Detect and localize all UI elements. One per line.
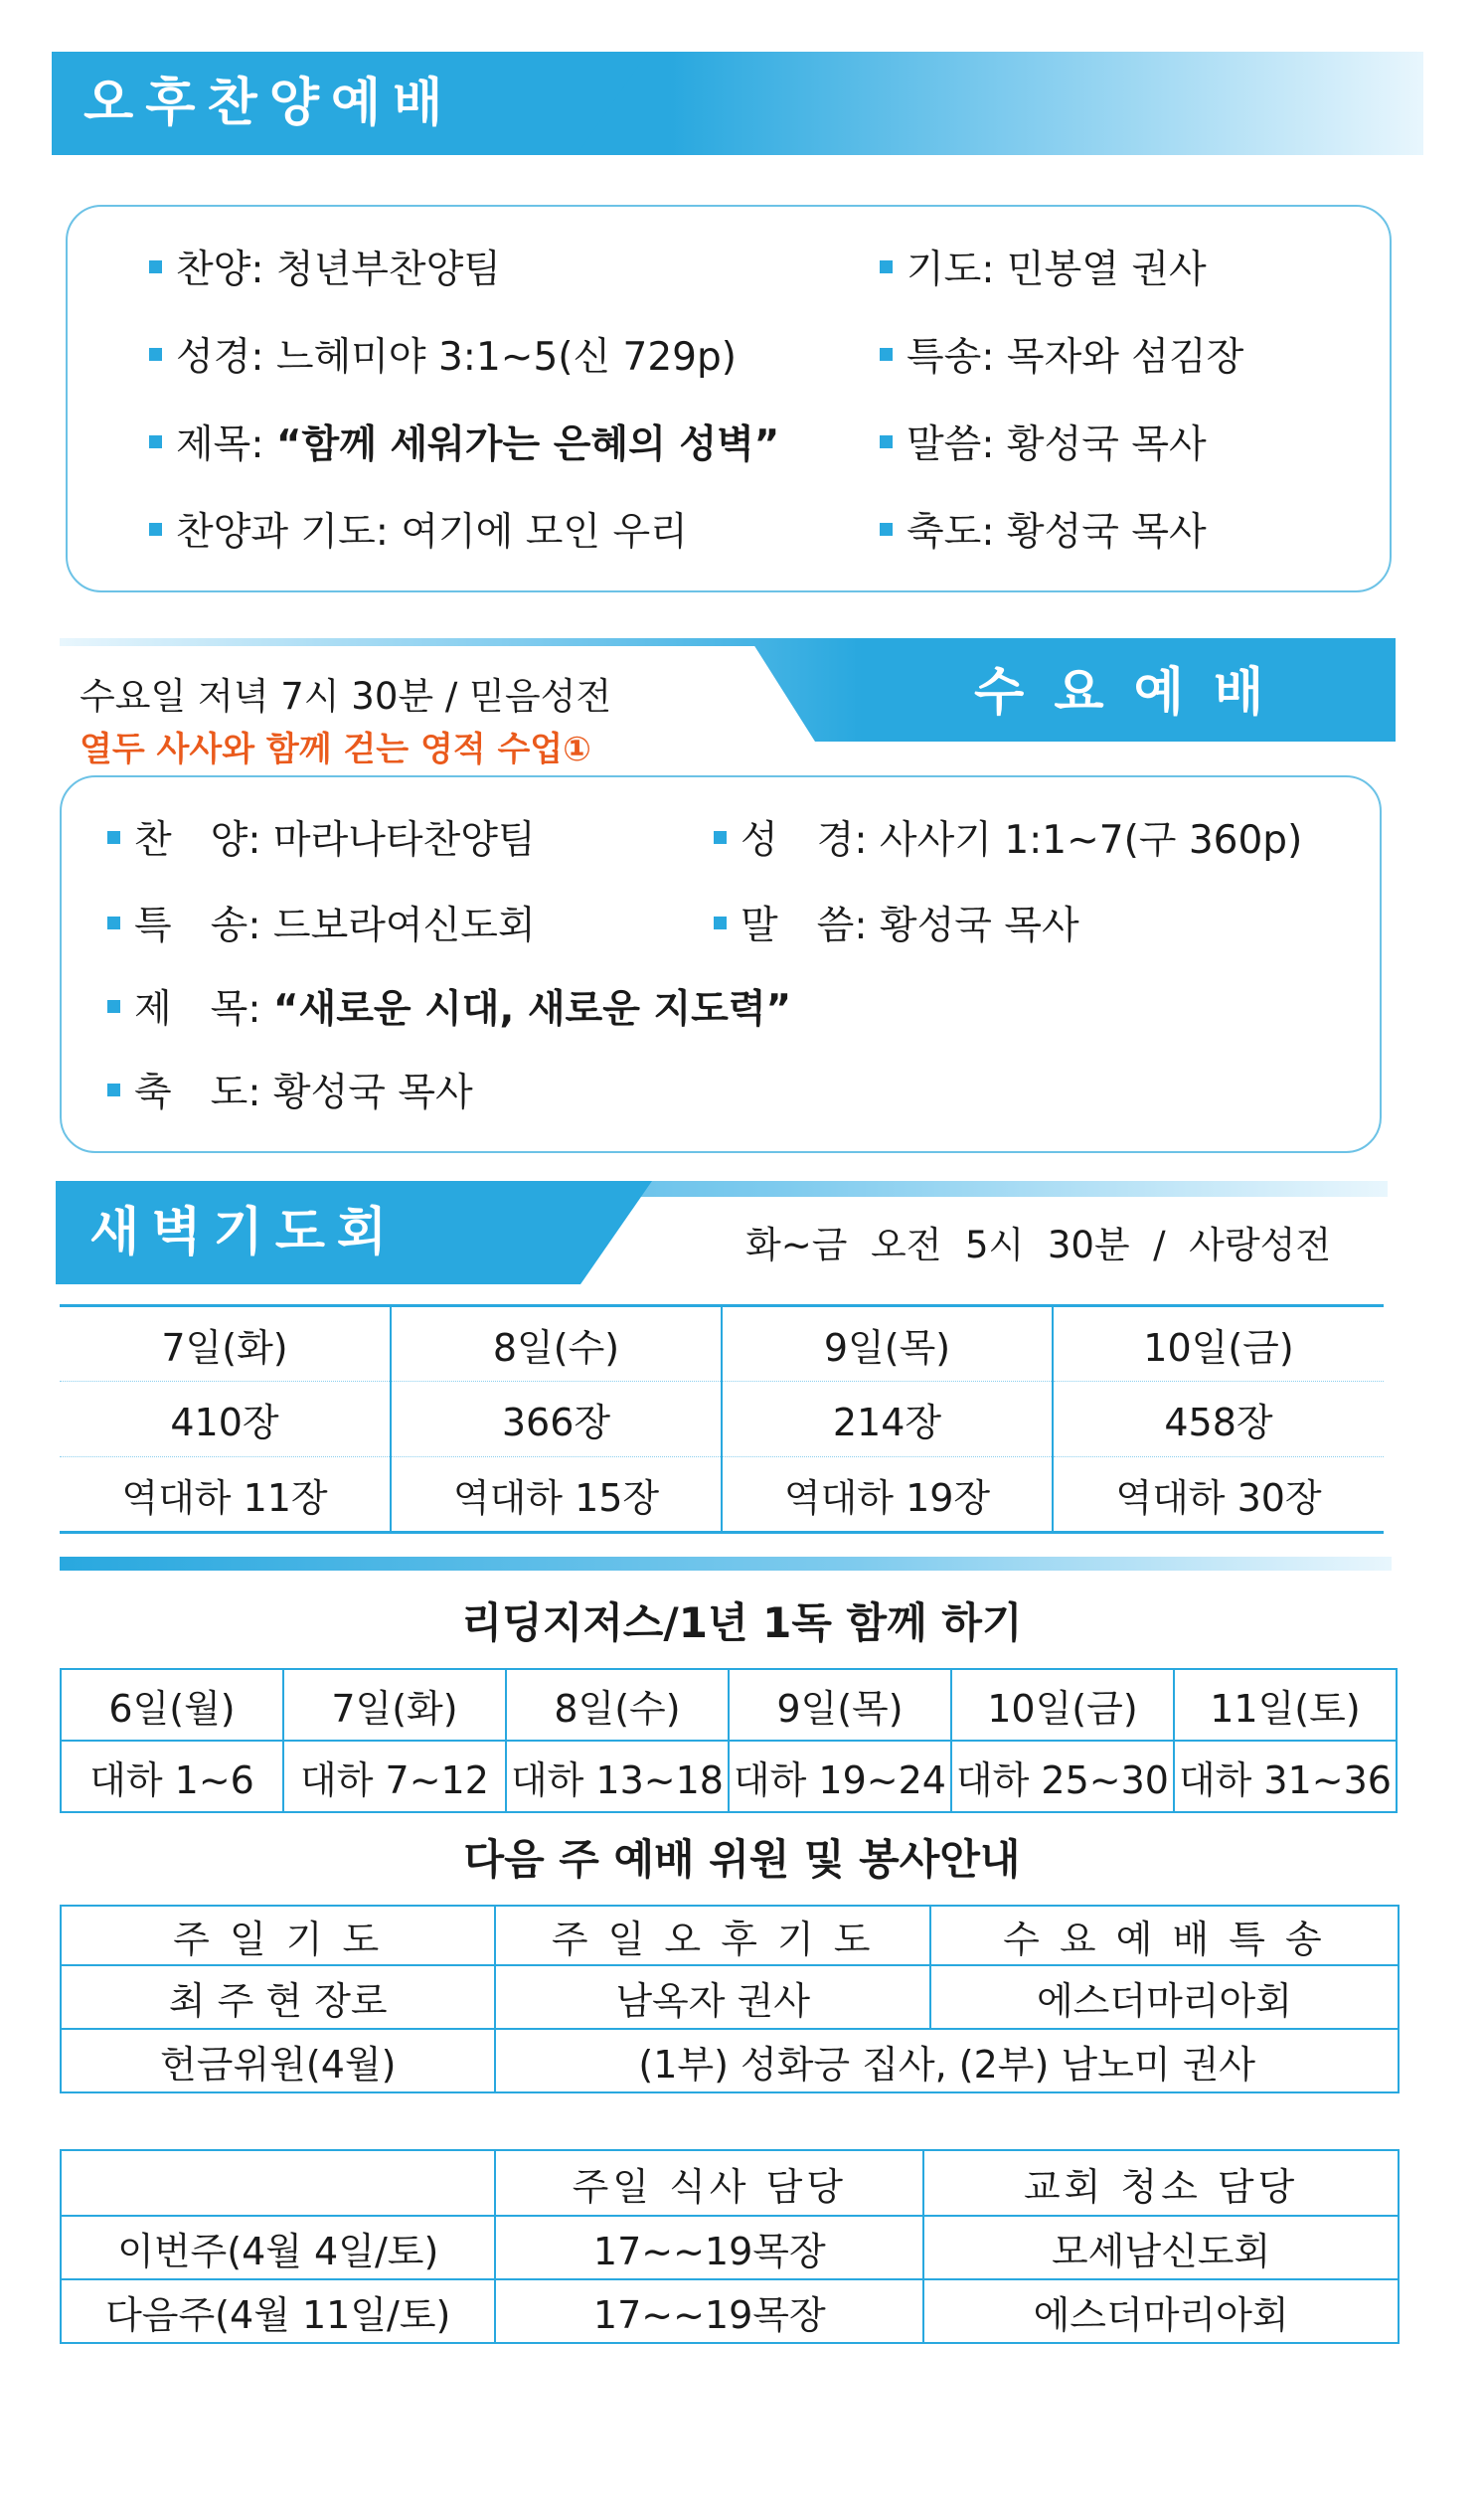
afternoon-item-scripture: [149, 326, 737, 382]
reading-day: 10일(금): [951, 1669, 1174, 1741]
duty-header: [61, 2150, 495, 2216]
dawn-day: 9일(목): [722, 1306, 1053, 1382]
reading-range: 대하 1~6: [61, 1741, 283, 1812]
wednesday-time-place: 수요일 저녁 7시 30분 / 믿음성전: [80, 675, 612, 718]
reading-range: 대하 13~18: [506, 1741, 729, 1812]
dawn-day: 7일(화): [60, 1306, 391, 1382]
afternoon-item-sermon-title: [149, 414, 779, 469]
dawn-hymn: 366장: [391, 1382, 722, 1457]
duty-table: [60, 2149, 1400, 2344]
reading-day: 11일(토): [1174, 1669, 1397, 1741]
item-value: 느헤미야 3:1~5(신 729p): [275, 335, 737, 380]
item-label: 찬양:: [176, 248, 264, 292]
reading-range: 대하 31~36: [1174, 1741, 1397, 1812]
bullet-square-icon: [149, 435, 162, 448]
wednesday-item-special-song: [107, 895, 536, 950]
afternoon-title: 오후찬양예배: [83, 74, 455, 133]
dawn-day: 10일(금): [1143, 1325, 1294, 1370]
wednesday-item-scripture: [714, 809, 1302, 865]
afternoon-item-prayer: [880, 239, 1207, 294]
bullet-square-icon: [149, 523, 162, 536]
wednesday-item-benediction: [107, 1062, 473, 1117]
item-label: 특송:: [907, 335, 995, 380]
bullet-square-icon: [107, 1000, 120, 1013]
item-value: 황성국 목사: [1006, 422, 1207, 467]
bullet-square-icon: [107, 1084, 120, 1096]
dawn-time-place: 화~금 오전 5시 30분 / 사랑성전: [745, 1224, 1332, 1266]
bullet-square-icon: [107, 917, 120, 929]
reading-range: 대하 7~12: [283, 1741, 506, 1812]
bullet-square-icon: [149, 348, 162, 361]
wednesday-item-message: [714, 895, 1079, 950]
duty-week: 이번주(4월 4일/토): [61, 2216, 495, 2279]
item-value: 드보라여신도회: [272, 904, 536, 948]
item-value: 여기에 모인 우리: [401, 510, 688, 555]
dawn-reading: 역대하 11장: [60, 1457, 391, 1533]
duty-header: 주일 식사 담당: [495, 2150, 923, 2216]
dawn-reading: 역대하 30장: [1115, 1475, 1322, 1520]
afternoon-item-praise-prayer: [149, 501, 688, 557]
item-label: 기도:: [907, 248, 995, 292]
item-value: 목자와 섬김장: [1006, 335, 1244, 380]
afternoon-item-benediction: [880, 501, 1207, 557]
divider-bar: [60, 1557, 1392, 1571]
bullet-square-icon: [714, 917, 727, 929]
item-label: 찬양과 기도:: [176, 510, 389, 555]
dawn-title: 새벽기도회: [89, 1203, 400, 1262]
bullet-square-icon: [714, 831, 727, 844]
dawn-reading: 역대하 15장: [391, 1457, 722, 1533]
item-label: 찬 양:: [134, 818, 261, 863]
item-value: 민봉열 권사: [1006, 248, 1207, 292]
duty-header: 교회 청소 담당: [923, 2150, 1399, 2216]
item-label: 축 도:: [134, 1071, 261, 1115]
item-label: 축도:: [907, 510, 995, 555]
bullet-square-icon: [880, 260, 893, 273]
wednesday-item-praise: [107, 809, 536, 865]
item-value: 황성국 목사: [272, 1071, 473, 1115]
next-week-header: 주 일 오 후 기 도: [495, 1906, 929, 1965]
item-value: 황성국 목사: [1006, 510, 1207, 555]
reading-table: [60, 1668, 1398, 1813]
next-week-cell: 에스더마리아회: [930, 1965, 1399, 2029]
reading-day: 8일(수): [506, 1669, 729, 1741]
duty-meal: 17~~19목장: [495, 2279, 923, 2343]
reading-day: 9일(목): [729, 1669, 951, 1741]
item-label: 성 경:: [741, 818, 868, 863]
bullet-square-icon: [880, 523, 893, 536]
item-label: 제 목:: [134, 987, 261, 1032]
bullet-square-icon: [880, 348, 893, 361]
next-week-header: 주 일 기 도: [61, 1906, 495, 1965]
afternoon-item-special-song: [880, 326, 1243, 382]
bullet-square-icon: [149, 260, 162, 273]
bullet-square-icon: [880, 435, 893, 448]
afternoon-item-message: [880, 414, 1207, 469]
item-label: 말 씀:: [741, 904, 868, 948]
duty-cleaning: 에스더마리아회: [923, 2279, 1399, 2343]
afternoon-item-praise: [149, 239, 501, 294]
dawn-hymn: 458장: [1164, 1401, 1273, 1444]
next-week-table: [60, 1905, 1400, 2093]
item-label: 제목:: [176, 422, 264, 467]
item-value: 황성국 목사: [879, 904, 1079, 948]
dawn-table: [60, 1304, 1384, 1534]
item-label: 말씀:: [907, 422, 995, 467]
item-label: 성경:: [176, 335, 264, 380]
duty-cleaning: 모세남신도회: [923, 2216, 1399, 2279]
dawn-reading: 역대하 19장: [722, 1457, 1053, 1533]
dawn-hymn: 410장: [60, 1382, 391, 1457]
offering-value: (1부) 성화긍 집사, (2부) 남노미 권사: [495, 2029, 1399, 2092]
item-value: 마라나타찬양팀: [272, 818, 536, 863]
dawn-hymn: 214장: [722, 1382, 1053, 1457]
next-week-cell: 최 주 현 장로: [61, 1965, 495, 2029]
bullet-square-icon: [107, 831, 120, 844]
offering-label: 헌금위원(4월): [61, 2029, 495, 2092]
reading-day: 6일(월): [61, 1669, 283, 1741]
next-week-cell: 남옥자 권사: [495, 1965, 929, 2029]
dawn-day: 8일(수): [391, 1306, 722, 1382]
next-week-header: 수 요 예 배 특 송: [930, 1906, 1399, 1965]
item-value: 청년부찬양팀: [275, 248, 501, 292]
next-week-title: 다음 주 예배 위원 및 봉사안내: [463, 1835, 1021, 1884]
item-value: 사사기 1:1~7(구 360p): [879, 818, 1303, 863]
wednesday-item-sermon-title: [107, 978, 791, 1034]
reading-range: 대하 25~30: [951, 1741, 1174, 1812]
item-value: “새로운 시대, 새로운 지도력”: [272, 987, 792, 1032]
reading-range: 대하 19~24: [729, 1741, 951, 1812]
reading-title: 리딩지저스/1년 1독 함께 하기: [461, 1598, 1023, 1647]
duty-meal: 17~~19목장: [495, 2216, 923, 2279]
duty-week: 다음주(4월 11일/토): [61, 2279, 495, 2343]
item-label: 특 송:: [134, 904, 261, 948]
item-value: “함께 세워가는 은혜의 성벽”: [275, 422, 780, 467]
wednesday-subtitle: 열두 사사와 함께 걷는 영적 수업①: [80, 730, 591, 769]
reading-day: 7일(화): [283, 1669, 506, 1741]
wednesday-title: 수 요 예 배: [974, 663, 1270, 723]
